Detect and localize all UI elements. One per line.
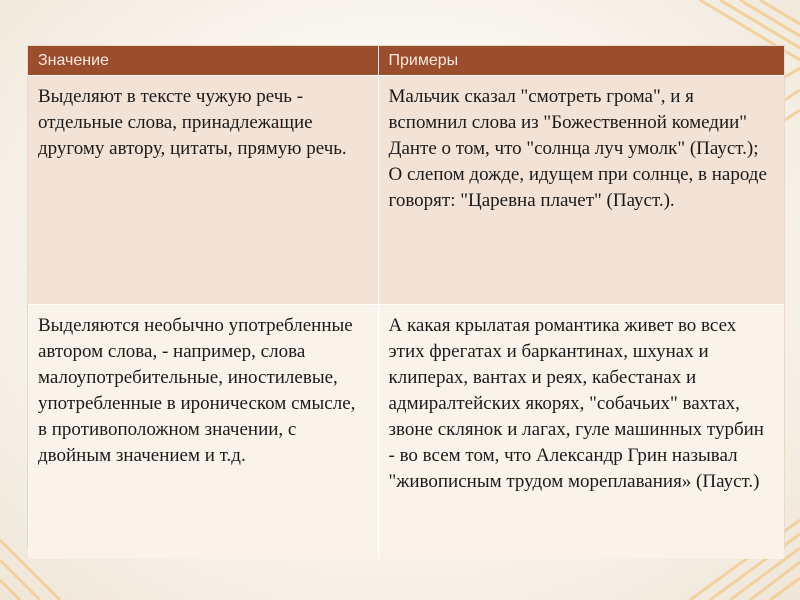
example-cell: А какая крылатая романтика живет во всех этих фрегатах и баркантинах, шхунах и клиперах, вантах и реях, кабестанах и адмиралтейских якорях, "собачьих" вахтах, звоне склянок и лагах, гуле машинных турбин - во всем том, что Александр Грин называл "живописным трудом мореплавания» (Пауст.) xyxy=(378,305,784,560)
header-meaning: Значение xyxy=(28,46,378,76)
table-header-row xyxy=(28,46,784,76)
meaning-cell: Выделяются необычно употребленные автором слова, - например, слова малоупотребительные, иностилевые, употребленные в ироническом смысле, в противоположном значении, с двойным значением и т.д. xyxy=(28,305,378,560)
example-cell: Мальчик сказал "смотреть грома", и я вспомнил слова из "Божественной комедии" Данте о том, что "солнца луч умолк" (Пауст.); О слепом дожде, идущем при солнце, в народе говорят: "Царевна плачет" (Пауст.). xyxy=(378,76,784,305)
table-row xyxy=(28,76,784,305)
meaning-cell: Выделяют в тексте чужую речь - отдельные слова, принадлежащие другому автору, цитаты, прямую речь. xyxy=(28,76,378,305)
header-examples: Примеры xyxy=(378,46,784,76)
table-row xyxy=(28,305,784,560)
content-table-container xyxy=(27,45,785,549)
content-table xyxy=(28,46,784,559)
